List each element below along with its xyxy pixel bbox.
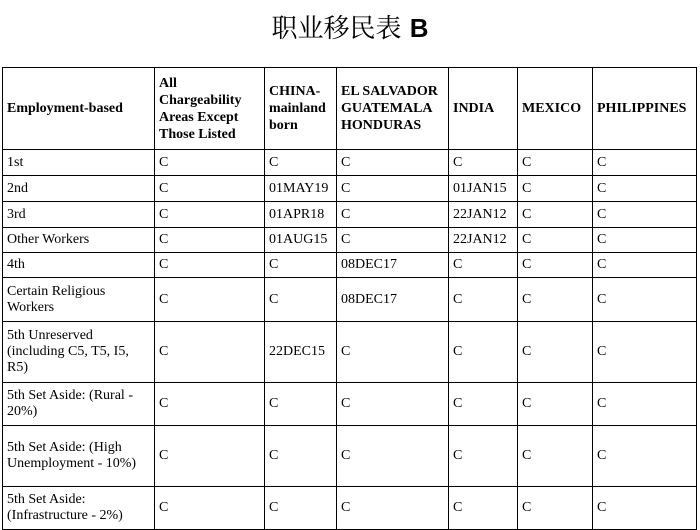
table-cell: C	[337, 383, 449, 426]
table-cell: C	[337, 202, 449, 228]
table-cell: C	[518, 228, 593, 253]
table-cell: C	[518, 278, 593, 322]
row-label: 5th Unreserved (including C5, T5, I5, R5)	[3, 322, 155, 383]
table-row	[3, 426, 697, 487]
table-cell: C	[449, 253, 518, 278]
header-cell: Employment-based	[3, 68, 155, 150]
table-row	[3, 202, 697, 228]
table-cell: C	[518, 487, 593, 530]
row-label: Other Workers	[3, 228, 155, 253]
page-title	[0, 8, 700, 48]
table-cell: C	[449, 150, 518, 176]
table-cell: C	[449, 322, 518, 383]
table-cell: C	[155, 278, 265, 322]
header-row	[3, 68, 697, 150]
table-cell: C	[449, 278, 518, 322]
table-cell: C	[518, 253, 593, 278]
table-cell: C	[593, 228, 697, 253]
table-row	[3, 176, 697, 202]
header-cell: EL SALVADOR GUATEMALA HONDURAS	[337, 68, 449, 150]
table-cell: C	[449, 426, 518, 487]
header-cell: CHINA-mainland born	[265, 68, 337, 150]
header-cell: All Chargeability Areas Except Those Listed	[155, 68, 265, 150]
table-row	[3, 253, 697, 278]
row-label: 4th	[3, 253, 155, 278]
table-row	[3, 322, 697, 383]
table-cell: C	[518, 426, 593, 487]
table-cell: C	[265, 383, 337, 426]
table-cell: C	[518, 322, 593, 383]
table-cell: C	[155, 150, 265, 176]
table-cell: 01JAN15	[449, 176, 518, 202]
row-label: 2nd	[3, 176, 155, 202]
table-cell: C	[155, 322, 265, 383]
table-cell: 01MAY19	[265, 176, 337, 202]
row-label: Certain Religious Workers	[3, 278, 155, 322]
table-cell: 22JAN12	[449, 202, 518, 228]
table-row	[3, 228, 697, 253]
table-cell: C	[265, 253, 337, 278]
table-row	[3, 383, 697, 426]
table-cell: C	[155, 253, 265, 278]
title-suffix: B	[409, 13, 429, 43]
table-cell: C	[449, 383, 518, 426]
table-cell: C	[155, 202, 265, 228]
table-cell: C	[593, 253, 697, 278]
table-cell: C	[593, 383, 697, 426]
table-cell: C	[449, 487, 518, 530]
row-label: 5th Set Aside: (Infrastructure - 2%)	[3, 487, 155, 530]
table-row	[3, 150, 697, 176]
table-cell: C	[593, 150, 697, 176]
row-label: 5th Set Aside: (Rural - 20%)	[3, 383, 155, 426]
table-cell: C	[337, 426, 449, 487]
table-cell: C	[155, 383, 265, 426]
row-label: 1st	[3, 150, 155, 176]
table-cell: C	[337, 487, 449, 530]
header-cell: PHILIPPINES	[593, 68, 697, 150]
table-cell: 01APR18	[265, 202, 337, 228]
table-cell: C	[337, 176, 449, 202]
header-cell: INDIA	[449, 68, 518, 150]
table-cell: 22JAN12	[449, 228, 518, 253]
row-label: 5th Set Aside: (High Unemployment - 10%)	[3, 426, 155, 487]
title-text: 职业移民表	[271, 14, 402, 44]
table-cell: C	[593, 278, 697, 322]
table-cell: C	[593, 426, 697, 487]
table-cell: C	[518, 150, 593, 176]
table-row	[3, 278, 697, 322]
table-cell: C	[265, 426, 337, 487]
table-cell: C	[337, 322, 449, 383]
table-row	[3, 487, 697, 530]
table-cell: C	[155, 426, 265, 487]
table-cell: C	[518, 202, 593, 228]
table-cell: C	[593, 176, 697, 202]
table-cell: 08DEC17	[337, 278, 449, 322]
table-cell: C	[593, 487, 697, 530]
table-cell: C	[265, 278, 337, 322]
table-cell: C	[265, 487, 337, 530]
header-cell: MEXICO	[518, 68, 593, 150]
table-cell: C	[155, 487, 265, 530]
row-label: 3rd	[3, 202, 155, 228]
table-cell: C	[337, 228, 449, 253]
table-cell: 08DEC17	[337, 253, 449, 278]
table-cell: C	[155, 228, 265, 253]
table-cell: C	[337, 150, 449, 176]
table-cell: 22DEC15	[265, 322, 337, 383]
table-cell: 01AUG15	[265, 228, 337, 253]
table-cell: C	[518, 176, 593, 202]
table-cell: C	[265, 150, 337, 176]
visa-bulletin-table	[2, 67, 697, 530]
table-cell: C	[593, 322, 697, 383]
table-cell: C	[155, 176, 265, 202]
table-cell: C	[518, 383, 593, 426]
table-cell: C	[593, 202, 697, 228]
